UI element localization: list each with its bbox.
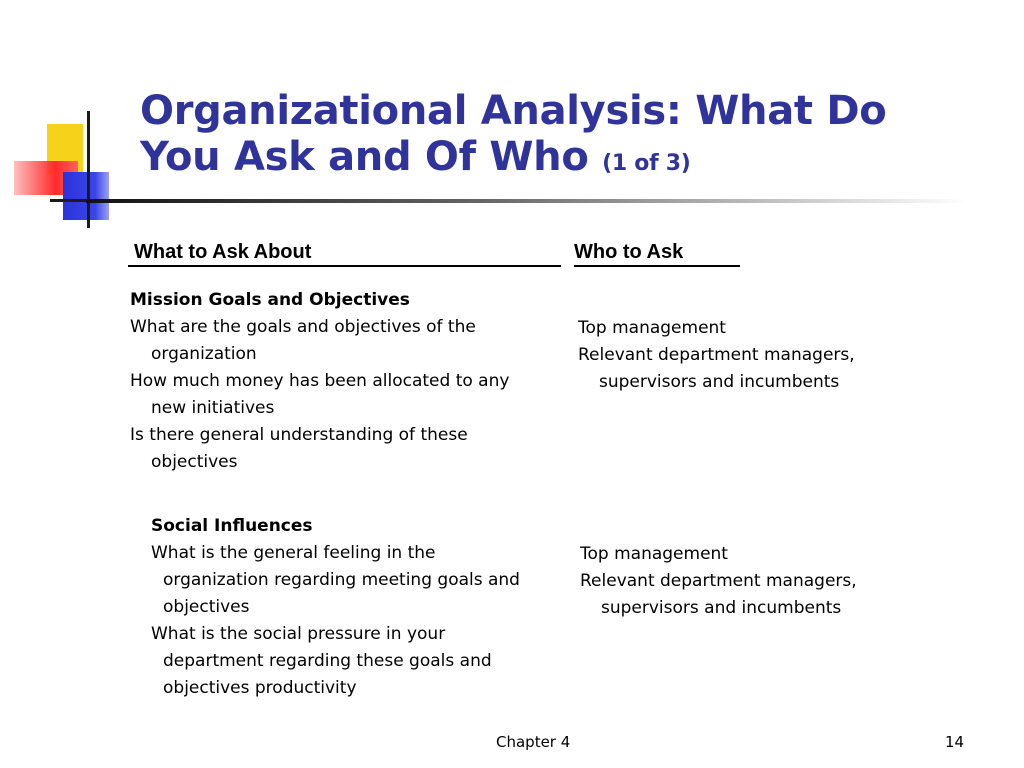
who-to-ask-header: Who to Ask <box>574 240 740 267</box>
question-item: What is the social pressure in your department regarding these goals and objectives productivity <box>151 624 492 698</box>
section-heading: Mission Goals and Objectives <box>130 290 410 310</box>
footer-chapter: Chapter 4 <box>496 733 571 751</box>
title-divider <box>86 199 966 203</box>
question-item: Is there general understanding of these objectives <box>130 425 468 472</box>
social-who-block <box>580 541 860 622</box>
who-item: Top management <box>580 544 728 564</box>
title-main: Organizational Analysis: What Do You Ask and Of Who <box>140 88 887 180</box>
logo-vertical-line <box>87 111 90 228</box>
question-item: What are the goals and objectives of the organization <box>130 317 476 364</box>
page-number: 14 <box>945 733 965 751</box>
title-sub: (1 of 3) <box>602 151 691 176</box>
social-questions-block <box>151 513 531 702</box>
section-heading: Social Influences <box>151 516 313 536</box>
who-item: Relevant department managers, supervisors and incumbents <box>578 345 855 392</box>
logo-blue-square <box>63 172 109 220</box>
who-item: Relevant department managers, supervisors and incumbents <box>580 571 857 618</box>
what-to-ask-header: What to Ask About <box>128 240 561 267</box>
who-item: Top management <box>578 318 726 338</box>
slide-title <box>140 88 980 187</box>
question-item: What is the general feeling in the organization regarding meeting goals and objectives <box>151 543 520 617</box>
mission-who-block <box>578 315 858 396</box>
mission-questions-block <box>130 287 530 476</box>
question-item: How much money has been allocated to any new initiatives <box>130 371 510 418</box>
